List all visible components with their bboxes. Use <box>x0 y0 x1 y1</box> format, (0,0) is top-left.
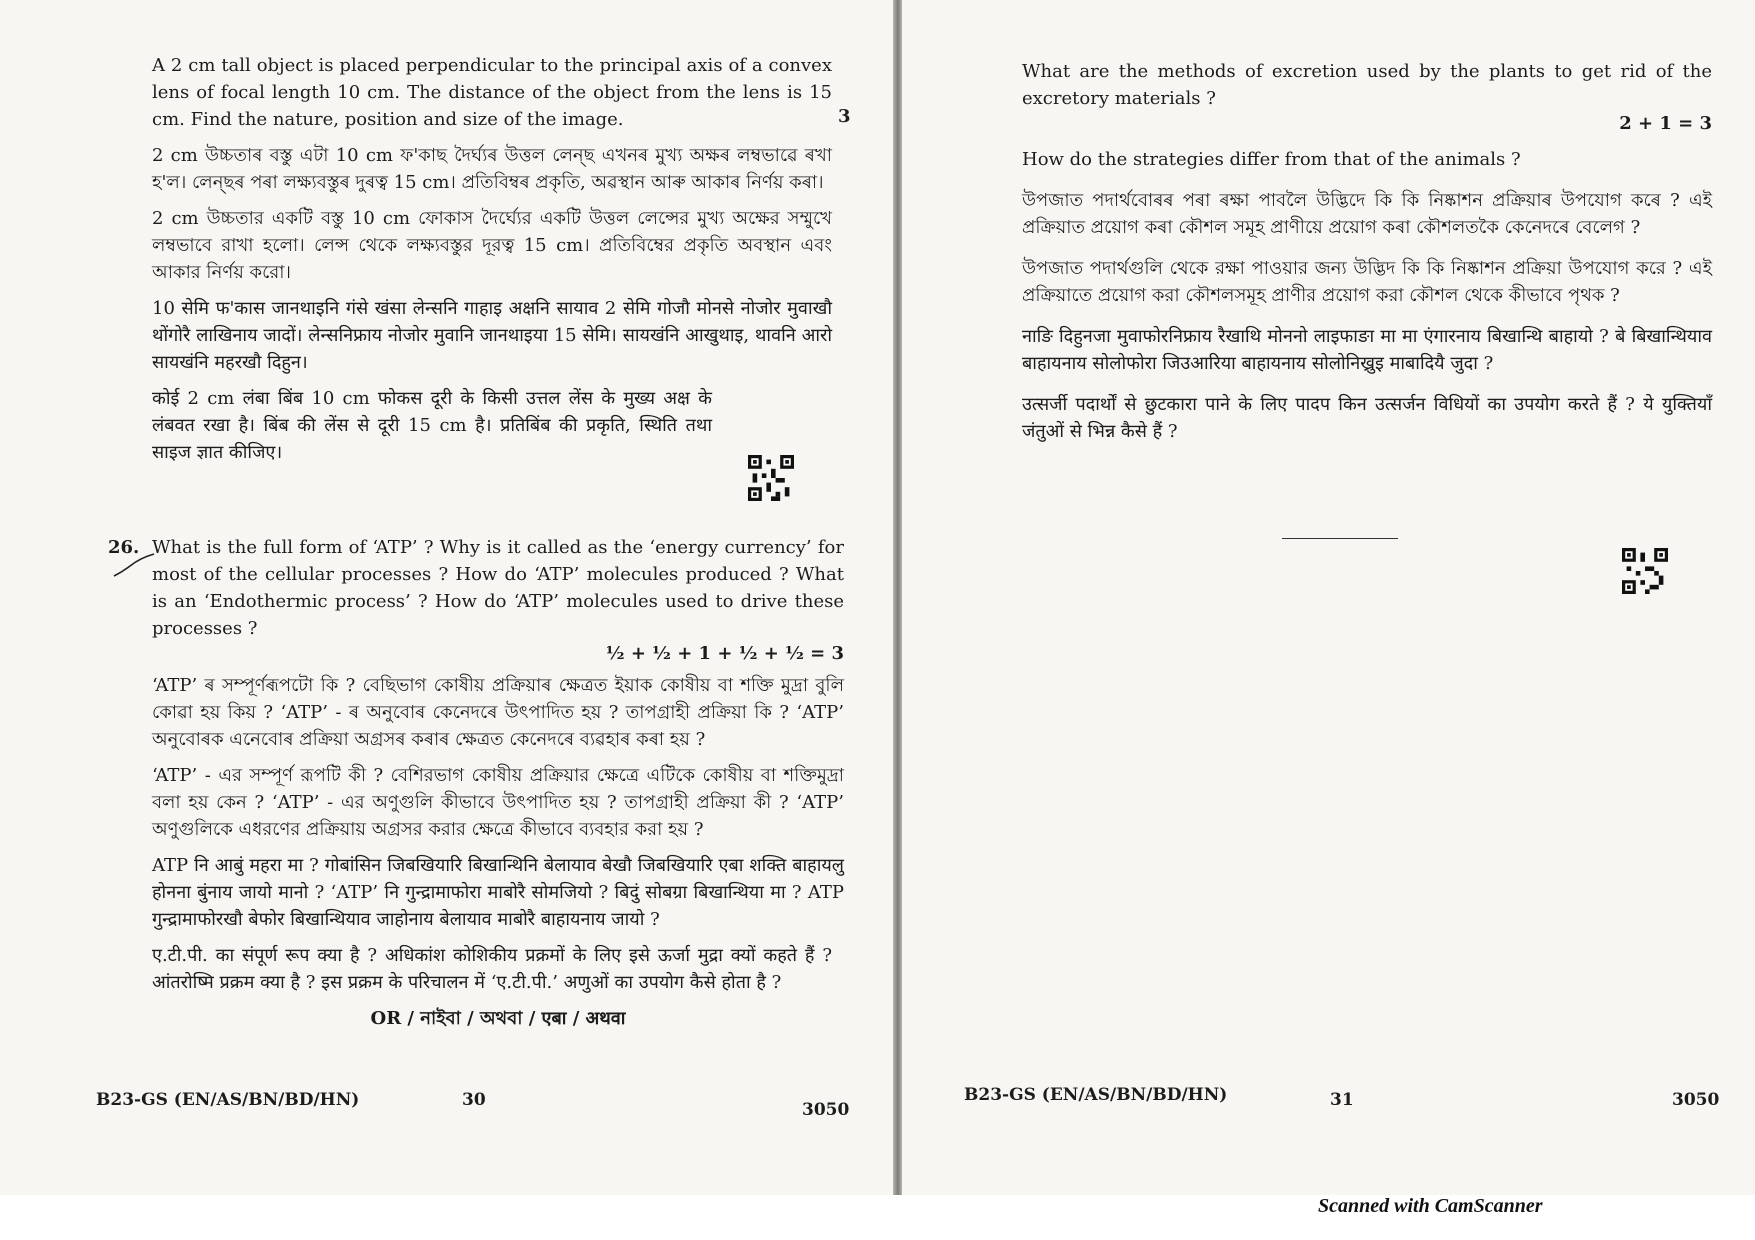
q26-or-block <box>1022 58 1712 454</box>
right-footer-page-number: 31 <box>1330 1090 1354 1110</box>
q26-assamese: ‘ATP’ ৰ সম্পূৰ্ণৰূপটো কি ? বেছিভাগ কোষীয় প্ৰক্ৰিয়াৰ ক্ষেত্ৰত ইয়াক কোষীয় বা শক্তি মুদ্ৰা বুলি কোৱা হয় কিয় ? ‘ATP’ - ৰ অনুবোৰ কেনেদৰে উৎপাদিত হয় ? তাপগ্ৰাহী প্ৰক্ৰিয়া কি ? ‘ATP’ অনুবোৰক এনেবোৰ প্ৰক্ৰিয়া অগ্ৰসৰ কৰাৰ ক্ষেত্ৰত কেনেদৰে ব্যৱহাৰ কৰা হয় ? <box>152 675 844 750</box>
q26-or-hindi: उत्सर्जी पदार्थों से छुटकारा पाने के लिए पादप किन उत्सर्जन विधियों का उपयोग करते हैं ? ये युक्तियाँ जंतुओं से भिन्न कैसे हैं ? <box>1022 394 1712 442</box>
or-separator: OR / নাইবা / অথবা / एबा / अथवा <box>370 1008 626 1029</box>
q26-or-assamese: উপজাত পদাৰ্থবোৰৰ পৰা ৰক্ষা পাবলৈ উদ্ভিদে কি কি নিষ্কাশন প্ৰক্ৰিয়াৰ উপযোগ কৰে ? এই প্ৰক্ৰিয়াত প্ৰয়োগ কৰা কৌশল সমূহ প্ৰাণীয়ে প্ৰয়োগ কৰা কৌশলতকৈ কেনেদৰে বেলেগ ? <box>1022 190 1712 238</box>
q26-number: 26. <box>108 537 140 558</box>
q26-english: What is the full form of ‘ATP’ ? Why is it called as the ‘energy currency’ for most of the cellular processes ? How do ‘ATP’ molecules produced ? What is an ‘Endothermic process’ ? How do ‘ATP’ molecules used to drive these processes ? <box>152 537 844 639</box>
q25-bodo: 10 सेमि फ'कास जानथाइनि गंसे खंसा लेन्सनि गाहाइ अक्षनि सायाव 2 सेमि गोजौ मोनसे नोजोर मुवाखौ थोंगोरै लाखिनाय जादों। लेन्सनिफ्राय नोजोर मुवानि जानथाइया 15 सेमि। सायखंनि आखुथाइ, थावनि आरो सायखंनि महरखौ दिहुन। <box>152 298 832 373</box>
right-page <box>902 0 1755 1200</box>
left-footer-code: B23-GS (EN/AS/BN/BD/HN) <box>96 1090 360 1110</box>
q26-bengali: ‘ATP’ - এর সম্পূর্ণ রূপটি কী ? বেশিরভাগ কোষীয় প্রক্রিয়ার ক্ষেত্রে এটিকে কোষীয় বা শক্তিমুদ্রা বলা হয় কেন ? ‘ATP’ - এর অণুগুলি কীভাবে উৎপাদিত হয় ? তাপগ্রাহী প্রক্রিয়া কী ? ‘ATP’ অণুগুলিকে এধরণের প্রক্রিয়ায় অগ্রসর করার ক্ষেত্রে কীভাবে ব্যবহার করা হয় ? <box>152 765 844 840</box>
q25-hindi: कोई 2 cm लंबा बिंब 10 cm फोकस दूरी के किसी उत्तल लेंस के मुख्य अक्ष के लंबवत रखा है। बिंब की लेंस से दूरी 15 cm है। प्रतिबिंब की प्रकृति, स्थिति तथा साइज ज्ञात कीजिए। <box>152 388 712 463</box>
q26-or-english: What are the methods of excretion used by the plants to get rid of the excretory materials ? <box>1022 61 1712 109</box>
q26-or-bodo: नाङि दिहुनजा मुवाफोरनिफ्राय रैखाथि मोननो लाइफाङा मा मा एंगारनाय बिखान्थि बाहायो ? बे बिखान्थियाव बाहायनाय सोलोफोरा जिउआरिया बाहायनाय सोलोनिख्रुइ माबादियै जुदा ? <box>1022 326 1712 374</box>
q26-hindi: ए.टी.पी. का संपूर्ण रूप क्या है ? अधिकांश कोशिकीय प्रक्रमों के लिए इसे ऊर्जा मुद्रा क्यों कहते हैं ? आंतरोष्मि प्रक्रम क्या है ? इस प्रक्रम के परिचालन में ‘ए.टी.पी.’ अणुओं का उपयोग कैसे होता है ? <box>152 945 832 993</box>
end-of-questions-rule <box>1282 538 1398 539</box>
q26-or-marks: 2 + 1 = 3 <box>1619 113 1712 134</box>
left-page <box>0 0 895 1200</box>
left-footer-page-number: 30 <box>462 1090 486 1110</box>
q26-block <box>152 534 844 1032</box>
q25-marks: 3 <box>838 106 851 127</box>
q26-bodo: ATP नि आबुं महरा मा ? गोबांसिन जिबखियारि बिखान्थिनि बेलायाव बेखौ जिबखियारि एबा शक्ति बाहायलु होनना बुंनाय जायो मानो ? ‘ATP’ नि गुन्द्रामाफोरा माबोरै सोमजियो ? बिदुं सोबग्रा बिखान्थिया मा ? ATP गुन्द्रामाफोरखौ बेफोर बिखान्थियाव जाहोनाय बेलायाव माबोरै बाहायनाय जायो ? <box>152 855 844 930</box>
q25-bengali: 2 cm উচ্চতার একটি বস্তু 10 cm ফোকাস দৈর্ঘ্যের একটি উত্তল লেন্সের মুখ্য অক্ষের সম্মুখে লম্বভাবে রাখা হলো। লেন্স থেকে লক্ষ্যবস্তুর দূরত্ব 15 cm। প্রতিবিম্বের প্রকৃতি অবস্থান এবং আকার নির্ণয় করো। <box>152 208 832 283</box>
q26-or-bengali: উপজাত পদার্থগুলি থেকে রক্ষা পাওয়ার জন্য উদ্ভিদ কি কি নিষ্কাশন প্রক্রিয়া উপযোগ করে ? এই প্রক্রিয়াতে প্রয়োগ করা কৌশলসমূহ প্রাণীর প্রয়োগ করা কৌশল থেকে কীভাবে পৃথক ? <box>1022 258 1712 306</box>
right-footer-code: B23-GS (EN/AS/BN/BD/HN) <box>964 1085 1228 1105</box>
q25-assamese: 2 cm উচ্চতাৰ বস্তু এটা 10 cm ফ'কাছ দৈৰ্ঘ্যৰ উত্তল লেন্ছ এখনৰ মুখ্য অক্ষৰ লম্বভাৱে ৰখা হ'ল। লেন্ছৰ পৰা লক্ষ্যবস্তুৰ দুৰত্ব 15 cm। প্ৰতিবিম্বৰ প্ৰকৃতি, অৱস্থান আৰু আকাৰ নিৰ্ণয় কৰা। <box>152 145 832 193</box>
qr-code-icon <box>748 455 794 501</box>
q26-marks: ½ + ½ + 1 + ½ + ½ = 3 <box>605 643 844 664</box>
qr-code-icon <box>1622 548 1668 594</box>
pen-tick-mark-icon <box>112 552 156 582</box>
q26-or-english-2: How do the strategies differ from that of the animals ? <box>1022 149 1521 170</box>
camscanner-watermark: Scanned with CamScanner <box>1318 1195 1543 1217</box>
q25-english: A 2 cm tall object is placed perpendicular to the principal axis of a convex lens of focal length 10 cm. The distance of the object from the lens is 15 cm. Find the nature, position and size of the image. <box>152 55 832 130</box>
left-footer-series: 3050 <box>802 1100 850 1120</box>
q25-block <box>152 52 832 475</box>
right-footer-series: 3050 <box>1672 1090 1720 1110</box>
